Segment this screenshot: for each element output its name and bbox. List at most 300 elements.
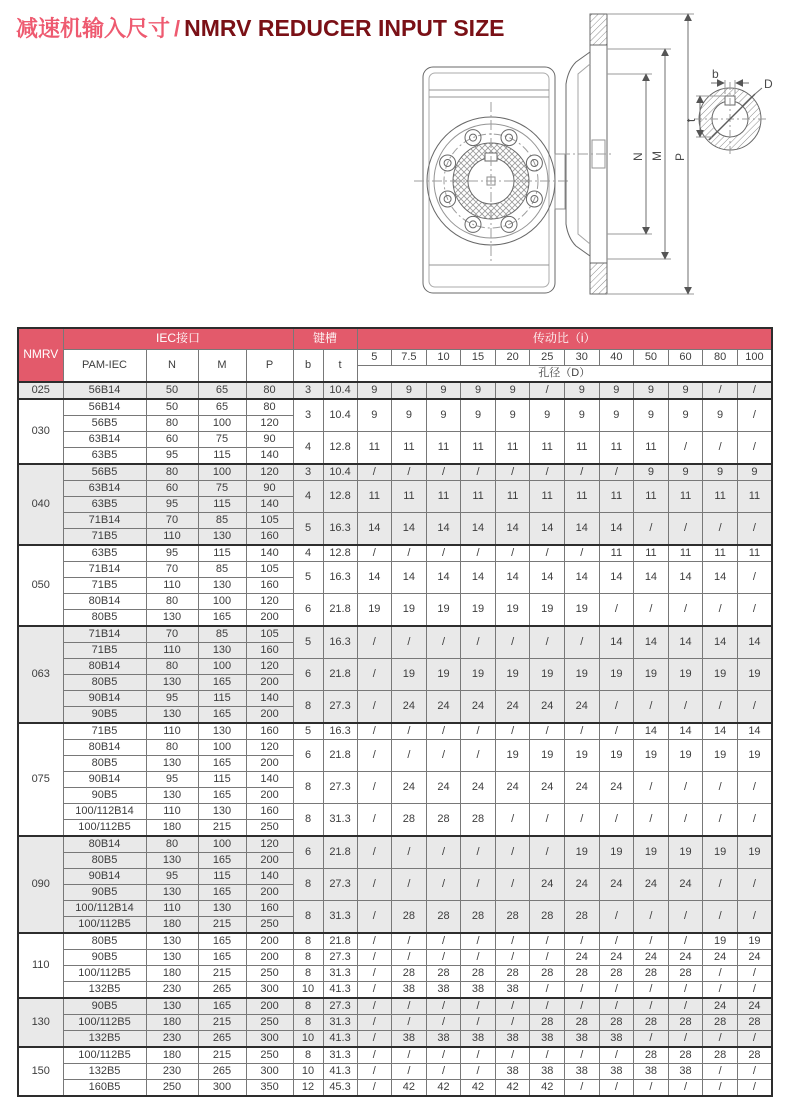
n-value-cell: 130: [146, 675, 198, 691]
header-ratio-80: 80: [703, 350, 738, 366]
bore-diameter-cell: 14: [634, 626, 669, 659]
bore-diameter-cell: /: [703, 772, 738, 804]
keyway-t-cell: 41.3: [323, 1064, 357, 1080]
header-nmrv: NMRV: [18, 328, 63, 382]
bore-diameter-cell: 24: [392, 691, 427, 724]
keyway-b-cell: 4: [293, 432, 323, 465]
bore-diameter-cell: 19: [599, 740, 634, 772]
n-value-cell: 80: [146, 659, 198, 675]
p-value-cell: 350: [246, 1080, 293, 1097]
table-row: [18, 998, 772, 1015]
bore-diameter-cell: 11: [668, 481, 703, 513]
keyway-b-cell: 8: [293, 901, 323, 934]
m-value-cell: 165: [198, 610, 246, 627]
pam-iec-cell: 90B5: [63, 788, 146, 804]
m-value-cell: 165: [198, 675, 246, 691]
table-row: [18, 740, 772, 756]
bore-diameter-cell: 14: [737, 626, 772, 659]
p-value-cell: 80: [246, 382, 293, 399]
pam-iec-cell: 90B5: [63, 885, 146, 901]
nmrv-model-cell: 150: [18, 1047, 63, 1096]
bore-diameter-cell: /: [634, 982, 669, 999]
bore-diameter-cell: 14: [737, 723, 772, 740]
bore-diameter-cell: 24: [461, 691, 496, 724]
bore-diameter-cell: 14: [495, 562, 530, 594]
bore-diameter-cell: /: [703, 869, 738, 901]
bore-diameter-cell: /: [737, 901, 772, 934]
bore-diameter-cell: 24: [703, 950, 738, 966]
bore-diameter-cell: 14: [426, 562, 461, 594]
bore-diameter-cell: 19: [737, 740, 772, 772]
table-row: [18, 836, 772, 853]
bore-diameter-cell: /: [530, 723, 565, 740]
header-t: t: [323, 350, 357, 383]
dim-label-m: M: [650, 151, 664, 161]
front-view: [414, 67, 568, 293]
m-value-cell: 265: [198, 1064, 246, 1080]
bore-diameter-cell: 11: [668, 545, 703, 562]
bore-diameter-cell: 19: [495, 659, 530, 691]
bore-diameter-cell: 9: [668, 464, 703, 481]
bore-diameter-cell: 19: [634, 836, 669, 869]
bore-diameter-cell: 24: [530, 869, 565, 901]
dim-label-p: P: [673, 152, 687, 161]
keyway-t-cell: 31.3: [323, 1015, 357, 1031]
table-row: [18, 1031, 772, 1048]
table-row: [18, 723, 772, 740]
bore-diameter-cell: /: [461, 836, 496, 869]
bore-diameter-cell: /: [392, 626, 427, 659]
bore-diameter-cell: 38: [599, 1064, 634, 1080]
bore-diameter-cell: 28: [634, 1047, 669, 1064]
bore-diameter-cell: 19: [668, 740, 703, 772]
p-value-cell: 120: [246, 464, 293, 481]
bore-diameter-cell: 28: [565, 966, 600, 982]
pam-iec-cell: 100/112B5: [63, 1047, 146, 1064]
bore-diameter-cell: /: [392, 950, 427, 966]
bore-diameter-cell: /: [357, 464, 392, 481]
bore-diameter-cell: 9: [461, 399, 496, 432]
bore-diameter-cell: /: [461, 1064, 496, 1080]
bore-diameter-cell: 9: [426, 399, 461, 432]
header-keyway-group: 键槽: [293, 328, 357, 350]
bore-diameter-cell: /: [668, 998, 703, 1015]
bore-diameter-cell: 11: [392, 432, 427, 465]
m-value-cell: 215: [198, 820, 246, 837]
bore-diameter-cell: 19: [737, 836, 772, 869]
keyway-t-cell: 10.4: [323, 382, 357, 399]
m-value-cell: 115: [198, 691, 246, 707]
keyway-b-cell: 8: [293, 933, 323, 950]
n-value-cell: 180: [146, 917, 198, 934]
bore-diameter-cell: 14: [634, 562, 669, 594]
p-value-cell: 300: [246, 982, 293, 999]
bore-diameter-cell: /: [668, 1031, 703, 1048]
bore-diameter-cell: 11: [703, 481, 738, 513]
p-value-cell: 140: [246, 448, 293, 465]
bore-diameter-cell: 28: [737, 1015, 772, 1031]
bore-diameter-cell: /: [426, 998, 461, 1015]
bore-diameter-cell: /: [737, 432, 772, 465]
bore-diameter-cell: /: [461, 933, 496, 950]
m-value-cell: 85: [198, 562, 246, 578]
table-row: [18, 691, 772, 707]
n-value-cell: 130: [146, 707, 198, 724]
bore-diameter-cell: 19: [703, 740, 738, 772]
pam-iec-cell: 56B14: [63, 382, 146, 399]
m-value-cell: 115: [198, 545, 246, 562]
reducer-drawing-svg: [398, 4, 786, 312]
bore-diameter-cell: 28: [392, 966, 427, 982]
pam-iec-cell: 63B5: [63, 497, 146, 513]
n-value-cell: 95: [146, 691, 198, 707]
bore-diameter-cell: 14: [599, 626, 634, 659]
keyway-b-cell: 8: [293, 998, 323, 1015]
n-value-cell: 95: [146, 448, 198, 465]
bore-diameter-cell: /: [737, 399, 772, 432]
bore-diameter-cell: /: [495, 836, 530, 869]
bore-diameter-cell: 28: [426, 804, 461, 837]
bore-diameter-cell: 14: [357, 513, 392, 546]
bore-diameter-cell: 19: [634, 659, 669, 691]
m-value-cell: 65: [198, 382, 246, 399]
bore-diameter-cell: 14: [392, 562, 427, 594]
header-ratio-20: 20: [495, 350, 530, 366]
bore-diameter-cell: 11: [599, 432, 634, 465]
bore-diameter-cell: 11: [461, 432, 496, 465]
keyway-t-cell: 31.3: [323, 1047, 357, 1064]
bore-diameter-cell: /: [599, 1047, 634, 1064]
p-value-cell: 105: [246, 626, 293, 643]
n-value-cell: 110: [146, 643, 198, 659]
keyway-t-cell: 41.3: [323, 982, 357, 999]
bore-diameter-cell: /: [461, 1047, 496, 1064]
keyway-b-cell: 8: [293, 1047, 323, 1064]
p-value-cell: 200: [246, 610, 293, 627]
keyway-t-cell: 12.8: [323, 432, 357, 465]
m-value-cell: 300: [198, 1080, 246, 1097]
m-value-cell: 100: [198, 416, 246, 432]
pam-iec-cell: 100/112B5: [63, 917, 146, 934]
bore-diameter-cell: /: [495, 1015, 530, 1031]
bore-diameter-cell: /: [565, 804, 600, 837]
bore-diameter-cell: /: [357, 545, 392, 562]
bore-diameter-cell: /: [565, 545, 600, 562]
bore-diameter-cell: 9: [634, 399, 669, 432]
bore-diameter-cell: /: [357, 998, 392, 1015]
p-value-cell: 200: [246, 675, 293, 691]
keyway-t-cell: 27.3: [323, 691, 357, 724]
bore-diameter-cell: 28: [599, 966, 634, 982]
p-value-cell: 120: [246, 740, 293, 756]
p-value-cell: 120: [246, 659, 293, 675]
bore-diameter-cell: /: [703, 901, 738, 934]
bore-diameter-cell: 24: [599, 869, 634, 901]
nmrv-model-cell: 130: [18, 998, 63, 1047]
m-value-cell: 215: [198, 1015, 246, 1031]
p-value-cell: 160: [246, 578, 293, 594]
bore-diameter-cell: /: [737, 1080, 772, 1097]
p-value-cell: 200: [246, 950, 293, 966]
p-value-cell: 300: [246, 1031, 293, 1048]
pam-iec-cell: 80B5: [63, 756, 146, 772]
bore-diameter-cell: /: [357, 772, 392, 804]
bore-diameter-cell: /: [426, 464, 461, 481]
table-row: [18, 1064, 772, 1080]
bore-diameter-cell: 9: [634, 382, 669, 399]
bore-diameter-cell: /: [357, 626, 392, 659]
technical-drawing: [398, 4, 786, 312]
bore-diameter-cell: /: [461, 1015, 496, 1031]
pam-iec-cell: 90B5: [63, 707, 146, 724]
bore-diameter-cell: 24: [737, 998, 772, 1015]
keyway-detail: [694, 80, 766, 156]
table-row: [18, 382, 772, 399]
bore-diameter-cell: /: [668, 933, 703, 950]
bore-diameter-cell: /: [634, 1080, 669, 1097]
bore-diameter-cell: /: [599, 691, 634, 724]
bore-diameter-cell: 11: [599, 545, 634, 562]
keyway-b-cell: 10: [293, 1064, 323, 1080]
pam-iec-cell: 90B14: [63, 691, 146, 707]
bore-diameter-cell: 9: [461, 382, 496, 399]
bore-diameter-cell: /: [530, 1047, 565, 1064]
bore-diameter-cell: 19: [599, 659, 634, 691]
bore-diameter-cell: /: [495, 869, 530, 901]
table-row: [18, 1015, 772, 1031]
n-value-cell: 130: [146, 998, 198, 1015]
bore-diameter-cell: 9: [426, 382, 461, 399]
n-value-cell: 130: [146, 853, 198, 869]
bore-diameter-cell: 11: [565, 481, 600, 513]
page-title-separator: /: [174, 16, 181, 41]
m-value-cell: 165: [198, 885, 246, 901]
m-value-cell: 165: [198, 998, 246, 1015]
bore-diameter-cell: /: [426, 545, 461, 562]
keyway-b-cell: 4: [293, 545, 323, 562]
bore-diameter-cell: 38: [565, 1031, 600, 1048]
m-value-cell: 130: [198, 529, 246, 546]
bore-diameter-cell: /: [703, 1064, 738, 1080]
bore-diameter-cell: 9: [634, 464, 669, 481]
bore-diameter-cell: 19: [461, 659, 496, 691]
bore-diameter-cell: 14: [599, 562, 634, 594]
bore-diameter-cell: /: [703, 594, 738, 627]
keyway-t-cell: 21.8: [323, 659, 357, 691]
bore-diameter-cell: /: [703, 1080, 738, 1097]
bore-diameter-cell: 24: [634, 950, 669, 966]
pam-iec-cell: 71B5: [63, 723, 146, 740]
bore-diameter-cell: /: [737, 691, 772, 724]
nmrv-model-cell: 110: [18, 933, 63, 998]
m-value-cell: 215: [198, 917, 246, 934]
bore-diameter-cell: 28: [737, 1047, 772, 1064]
bore-diameter-cell: 9: [737, 464, 772, 481]
bore-diameter-cell: /: [599, 982, 634, 999]
m-value-cell: 130: [198, 723, 246, 740]
table-row: [18, 399, 772, 416]
keyway-b-cell: 8: [293, 1015, 323, 1031]
keyway-b-cell: 10: [293, 1031, 323, 1048]
keyway-b-cell: 3: [293, 399, 323, 432]
m-value-cell: 115: [198, 772, 246, 788]
p-value-cell: 140: [246, 691, 293, 707]
bore-diameter-cell: /: [461, 626, 496, 659]
bore-diameter-cell: /: [357, 982, 392, 999]
bore-diameter-cell: /: [703, 982, 738, 999]
table-row: [18, 545, 772, 562]
bore-diameter-cell: /: [461, 998, 496, 1015]
bore-diameter-cell: /: [530, 626, 565, 659]
bore-diameter-cell: /: [668, 804, 703, 837]
pam-iec-cell: 80B5: [63, 610, 146, 627]
bore-diameter-cell: 14: [392, 513, 427, 546]
n-value-cell: 110: [146, 578, 198, 594]
bore-diameter-cell: 38: [461, 1031, 496, 1048]
bore-diameter-cell: 14: [703, 562, 738, 594]
n-value-cell: 110: [146, 804, 198, 820]
bore-diameter-cell: 28: [634, 966, 669, 982]
dim-label-b: b: [712, 67, 719, 81]
bore-diameter-cell: 38: [530, 1031, 565, 1048]
bore-diameter-cell: /: [392, 545, 427, 562]
m-value-cell: 85: [198, 626, 246, 643]
bore-diameter-cell: 9: [357, 382, 392, 399]
m-value-cell: 100: [198, 659, 246, 675]
p-value-cell: 200: [246, 933, 293, 950]
header-row-groups: [18, 328, 772, 350]
bore-diameter-cell: 9: [703, 464, 738, 481]
bore-diameter-cell: 11: [426, 432, 461, 465]
n-value-cell: 250: [146, 1080, 198, 1097]
bore-diameter-cell: 11: [703, 545, 738, 562]
p-value-cell: 140: [246, 545, 293, 562]
n-value-cell: 180: [146, 966, 198, 982]
n-value-cell: 70: [146, 562, 198, 578]
bore-diameter-cell: 11: [530, 432, 565, 465]
bore-diameter-cell: 9: [357, 399, 392, 432]
bore-diameter-cell: 42: [426, 1080, 461, 1097]
table-body: [18, 382, 772, 1096]
table-row: [18, 594, 772, 610]
table-row: [18, 626, 772, 643]
bore-diameter-cell: /: [703, 804, 738, 837]
bore-diameter-cell: /: [426, 1047, 461, 1064]
bore-diameter-cell: 38: [461, 982, 496, 999]
bore-diameter-cell: /: [461, 869, 496, 901]
n-value-cell: 130: [146, 933, 198, 950]
bore-diameter-cell: 19: [737, 933, 772, 950]
bore-diameter-cell: 28: [668, 1047, 703, 1064]
n-value-cell: 80: [146, 836, 198, 853]
m-value-cell: 215: [198, 1047, 246, 1064]
keyway-b-cell: 8: [293, 804, 323, 837]
bore-diameter-cell: /: [668, 432, 703, 465]
n-value-cell: 95: [146, 772, 198, 788]
p-value-cell: 120: [246, 594, 293, 610]
header-iec-group: IEC接口: [63, 328, 293, 350]
bore-diameter-cell: 19: [703, 836, 738, 869]
bore-diameter-cell: /: [703, 966, 738, 982]
m-value-cell: 130: [198, 804, 246, 820]
n-value-cell: 60: [146, 432, 198, 448]
bore-diameter-cell: /: [737, 772, 772, 804]
p-value-cell: 90: [246, 481, 293, 497]
keyway-b-cell: 5: [293, 626, 323, 659]
bore-diameter-cell: /: [426, 723, 461, 740]
p-value-cell: 160: [246, 901, 293, 917]
bore-diameter-cell: /: [634, 804, 669, 837]
bore-diameter-cell: 19: [565, 659, 600, 691]
bore-diameter-cell: 28: [461, 901, 496, 934]
bore-diameter-cell: 19: [737, 659, 772, 691]
bore-diameter-cell: /: [634, 998, 669, 1015]
m-value-cell: 165: [198, 853, 246, 869]
bore-diameter-cell: 14: [668, 562, 703, 594]
bore-diameter-cell: 19: [495, 740, 530, 772]
bore-diameter-cell: /: [634, 772, 669, 804]
bore-diameter-cell: /: [461, 950, 496, 966]
keyway-t-cell: 21.8: [323, 836, 357, 869]
bore-diameter-cell: 14: [634, 723, 669, 740]
n-value-cell: 230: [146, 982, 198, 999]
bore-diameter-cell: 19: [392, 659, 427, 691]
bore-diameter-cell: /: [392, 1015, 427, 1031]
bore-diameter-cell: 24: [599, 772, 634, 804]
bore-diameter-cell: /: [495, 626, 530, 659]
bore-diameter-cell: 38: [565, 1064, 600, 1080]
n-value-cell: 70: [146, 513, 198, 529]
bore-diameter-cell: /: [357, 804, 392, 837]
bore-diameter-cell: /: [357, 901, 392, 934]
bore-diameter-cell: 28: [495, 966, 530, 982]
nmrv-model-cell: 090: [18, 836, 63, 933]
bore-diameter-cell: 24: [565, 950, 600, 966]
pam-iec-cell: 80B5: [63, 675, 146, 691]
bore-diameter-cell: 14: [461, 562, 496, 594]
pam-iec-cell: 71B5: [63, 529, 146, 546]
bore-diameter-cell: 28: [668, 966, 703, 982]
bore-diameter-cell: /: [565, 723, 600, 740]
bore-diameter-cell: 11: [599, 481, 634, 513]
bore-diameter-cell: 38: [599, 1031, 634, 1048]
table-row: [18, 804, 772, 820]
bore-diameter-cell: /: [737, 562, 772, 594]
bore-diameter-cell: 38: [392, 1031, 427, 1048]
bore-diameter-cell: /: [530, 836, 565, 869]
keyway-b-cell: 6: [293, 836, 323, 869]
bore-diameter-cell: /: [703, 432, 738, 465]
bore-diameter-cell: /: [426, 626, 461, 659]
n-value-cell: 130: [146, 788, 198, 804]
n-value-cell: 130: [146, 756, 198, 772]
n-value-cell: 230: [146, 1031, 198, 1048]
bore-diameter-cell: /: [426, 1064, 461, 1080]
bore-diameter-cell: 28: [703, 1047, 738, 1064]
bore-diameter-cell: /: [530, 804, 565, 837]
table-row: [18, 432, 772, 448]
m-value-cell: 75: [198, 432, 246, 448]
bore-diameter-cell: /: [426, 740, 461, 772]
header-ratio-100: 100: [737, 350, 772, 366]
p-value-cell: 140: [246, 497, 293, 513]
bore-diameter-cell: /: [495, 1047, 530, 1064]
pam-iec-cell: 80B14: [63, 594, 146, 610]
bore-diameter-cell: /: [565, 998, 600, 1015]
bore-diameter-cell: /: [634, 513, 669, 546]
bore-diameter-cell: /: [426, 950, 461, 966]
pam-iec-cell: 100/112B5: [63, 820, 146, 837]
